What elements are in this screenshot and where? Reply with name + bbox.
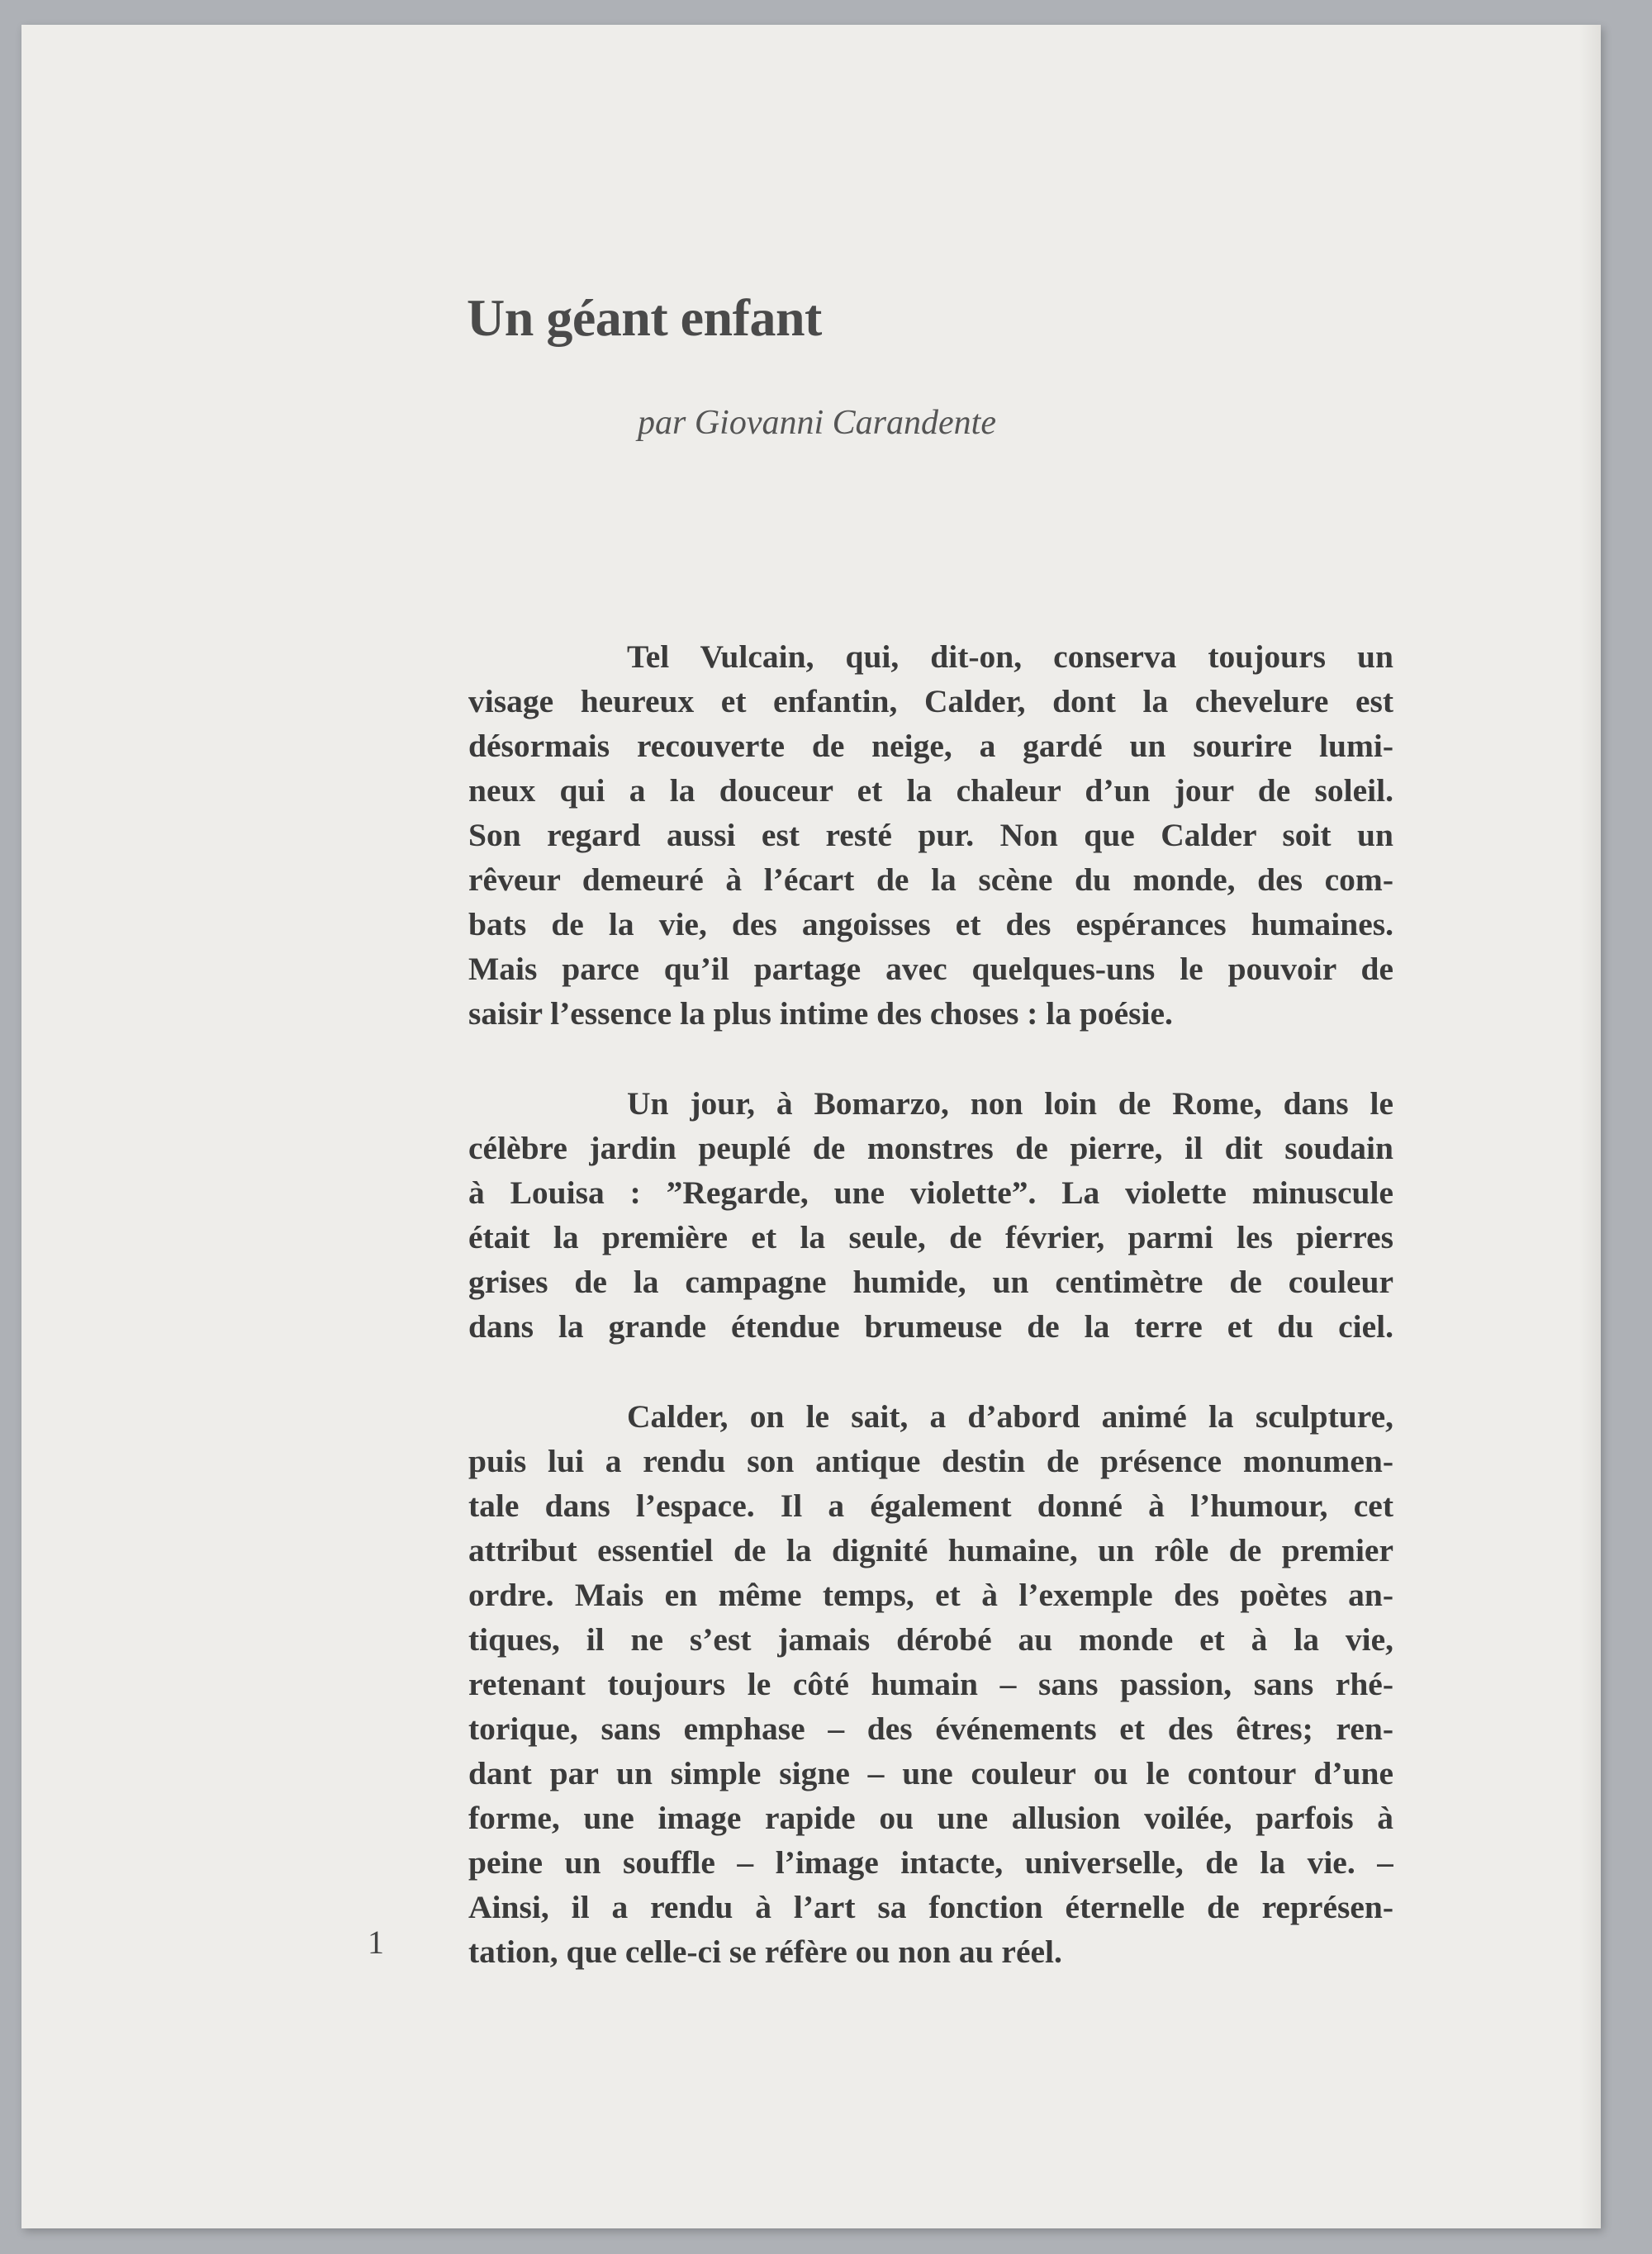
article-title: Un géant enfant bbox=[467, 288, 822, 347]
text-line: saisir l’essence la plus intime des choses : la poésie. bbox=[468, 995, 1173, 1032]
text-line: rêveur demeuré à l’écart de la scène du monde, des com- bbox=[468, 861, 1393, 898]
text-line: visage heureux et enfantin, Calder, dont la chevelure est bbox=[468, 683, 1393, 719]
text-line: puis lui a rendu son antique destin de présence monumen- bbox=[468, 1443, 1393, 1479]
text-line: Son regard aussi est resté pur. Non que Calder soit un bbox=[468, 817, 1393, 853]
text-line: forme, une image rapide ou une allusion voilée, parfois à bbox=[468, 1800, 1393, 1836]
text-line: Mais parce qu’il partage avec quelques-uns le pouvoir de bbox=[468, 951, 1393, 987]
paragraph-3 bbox=[468, 1394, 1393, 1974]
paragraph-2 bbox=[468, 1081, 1393, 1349]
text-line: retenant toujours le côté humain – sans passion, sans rhé- bbox=[468, 1666, 1393, 1702]
text-line: désormais recouverte de neige, a gardé un sourire lumi- bbox=[468, 728, 1393, 764]
author-byline: par Giovanni Carandente bbox=[638, 404, 996, 442]
article-body bbox=[468, 634, 1393, 2019]
text-line: ordre. Mais en même temps, et à l’exemple des poètes an- bbox=[468, 1577, 1393, 1613]
text-line: grises de la campagne humide, un centimètre de couleur bbox=[468, 1264, 1393, 1300]
text-line: dans la grande étendue brumeuse de la terre et du ciel. bbox=[468, 1308, 1393, 1345]
text-line: Un jour, à Bomarzo, non loin de Rome, dans le bbox=[627, 1085, 1393, 1122]
text-line: torique, sans emphase – des événements et des êtres; ren- bbox=[468, 1711, 1393, 1747]
page-number: 1 bbox=[368, 1924, 384, 1961]
text-line: Tel Vulcain, qui, dit-on, conserva toujours un bbox=[627, 638, 1393, 675]
text-line: bats de la vie, des angoisses et des espérances humaines. bbox=[468, 906, 1393, 942]
text-line: tiques, il ne s’est jamais dérobé au monde et à la vie, bbox=[468, 1621, 1393, 1658]
text-line: peine un souffle – l’image intacte, universelle, de la vie. – bbox=[468, 1844, 1393, 1881]
paper-sheet bbox=[21, 25, 1601, 2228]
text-line: tale dans l’espace. Il a également donné à l’humour, cet bbox=[468, 1488, 1393, 1524]
text-line: célèbre jardin peuplé de monstres de pierre, il dit soudain bbox=[468, 1130, 1393, 1166]
text-line: Calder, on le sait, a d’abord animé la sculpture, bbox=[627, 1398, 1393, 1435]
text-line: attribut essentiel de la dignité humaine, un rôle de premier bbox=[468, 1532, 1393, 1568]
text-line: Ainsi, il a rendu à l’art sa fonction éternelle de représen- bbox=[468, 1889, 1393, 1925]
text-line: à Louisa : ”Regarde, une violette”. La violette minuscule bbox=[468, 1174, 1393, 1211]
text-line: neux qui a la douceur et la chaleur d’un jour de soleil. bbox=[468, 772, 1393, 809]
text-line: dant par un simple signe – une couleur ou le contour d’une bbox=[468, 1755, 1393, 1791]
text-line: était la première et la seule, de février, parmi les pierres bbox=[468, 1219, 1393, 1255]
paragraph-1 bbox=[468, 634, 1393, 1036]
text-line: tation, que celle-ci se réfère ou non au réel. bbox=[468, 1934, 1062, 1970]
